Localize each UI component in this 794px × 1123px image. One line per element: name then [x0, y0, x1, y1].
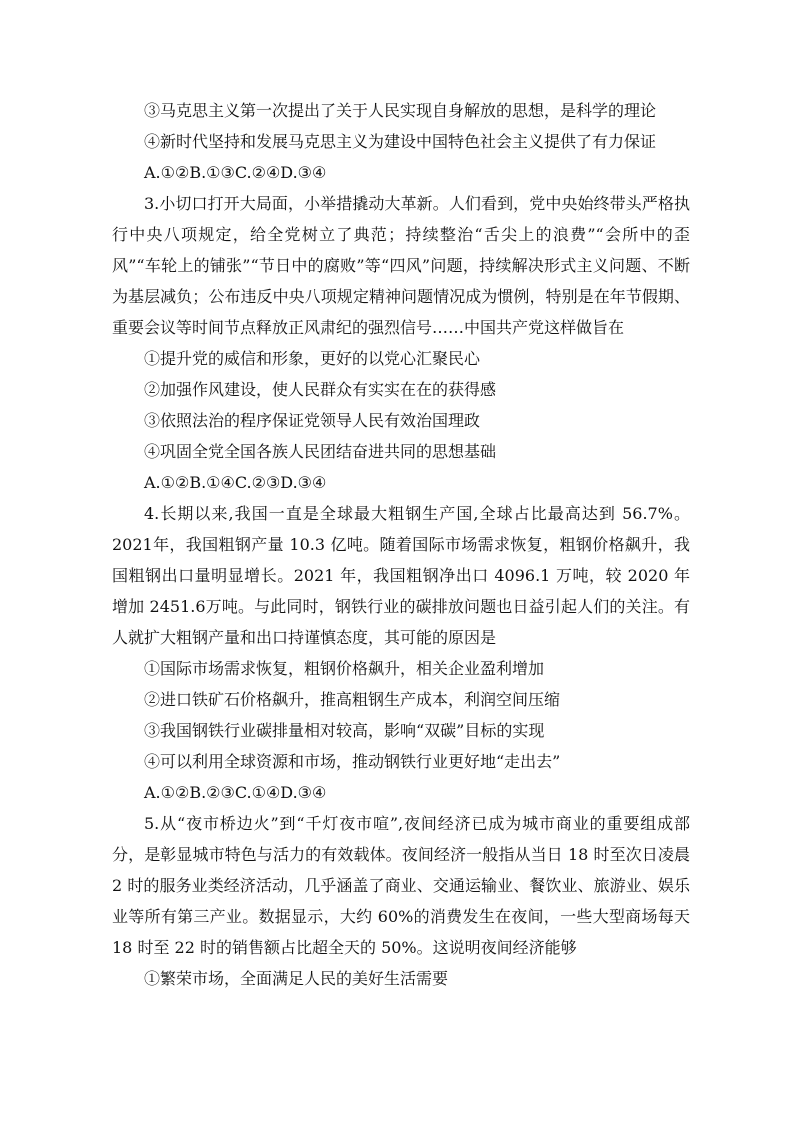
- answer-choices: A.①②B.①③C.②④D.③④: [144, 163, 327, 182]
- option-line: ③马克思主义第一次提出了关于人民实现自身解放的思想，是科学的理论: [144, 101, 657, 120]
- question-4-stem: 4.长期以来,我国一直是全球最大粗钢生产国,全球占比最高达到 56.7%。2021年，我国粗钢产量 10.3 亿吨。随着国际市场需求恢复，粗钢价格飙升，我国粗钢出口量明显增长。2021 年，我国粗钢净出口 4096.1 万吨，较 2020 年增加 2451.6万吨。与此同时，钢铁行业的碳排放问题也日益引起人们的关注。有人就扩大粗钢产量和出口持谨慎态度，其可能的原因是: [112, 504, 690, 647]
- option-line: ④巩固全党全国各族人民团结奋进共同的思想基础: [144, 442, 497, 461]
- option-line: ①国际市场需求恢复，粗钢价格飙升，相关企业盈利增加: [144, 659, 545, 678]
- question-3-stem: 3.小切口打开大局面，小举措撬动大革新。人们看到，党中央始终带头严格执行中央八项规定，给全党树立了典范；持续整治“舌尖上的浪费”“会所中的歪风”“车轮上的铺张”“节日中的腐败”等“四风”问题，持续解决形式主义问题、不断为基层减负；公布违反中央八项规定精神问题情况成为惯例，特别是在年节假期、重要会议等时间节点释放正风肃纪的强烈信号……中国共产党这样做旨在: [112, 194, 690, 337]
- option-line: ③我国钢铁行业碳排量相对较高，影响“双碳”目标的实现: [144, 721, 545, 740]
- option-line: ②进口铁矿石价格飙升，推高粗钢生产成本，利润空间压缩: [144, 690, 561, 709]
- answer-choices: A.①②B.②③C.①④D.③④: [144, 783, 327, 802]
- question-5-stem: 5.从“夜市桥边火”到“千灯夜市喧”,夜间经济已成为城市商业的重要组成部分，是彰显城市特色与活力的有效载体。夜间经济一般指从当日 18 时至次日凌晨 2 时的服务业类经济活动，几乎涵盖了商业、交通运输业、餐饮业、旅游业、娱乐业等所有第三产业。数据显示，大约 60%的消费发生在夜间，一些大型商场每天 18 时至 22 时的销售额占比超全天的 50%。这说明夜间经济能够: [112, 814, 690, 957]
- option-line: ④新时代坚持和发展马克思主义为建设中国特色社会主义提供了有力保证: [144, 132, 657, 151]
- option-line: ②加强作风建设，使人民群众有实实在在的获得感: [144, 380, 497, 399]
- option-line: ③依照法治的程序保证党领导人民有效治国理政: [144, 411, 481, 430]
- answer-choices: A.①②B.①④C.②③D.③④: [144, 473, 327, 492]
- option-line: ④可以利用全球资源和市场，推动钢铁行业更好地“走出去”: [144, 752, 561, 771]
- option-line: ①繁荣市场，全面满足人民的美好生活需要: [144, 969, 449, 988]
- option-line: ①提升党的威信和形象，更好的以党心汇聚民心: [144, 349, 481, 368]
- document-body: [112, 95, 690, 994]
